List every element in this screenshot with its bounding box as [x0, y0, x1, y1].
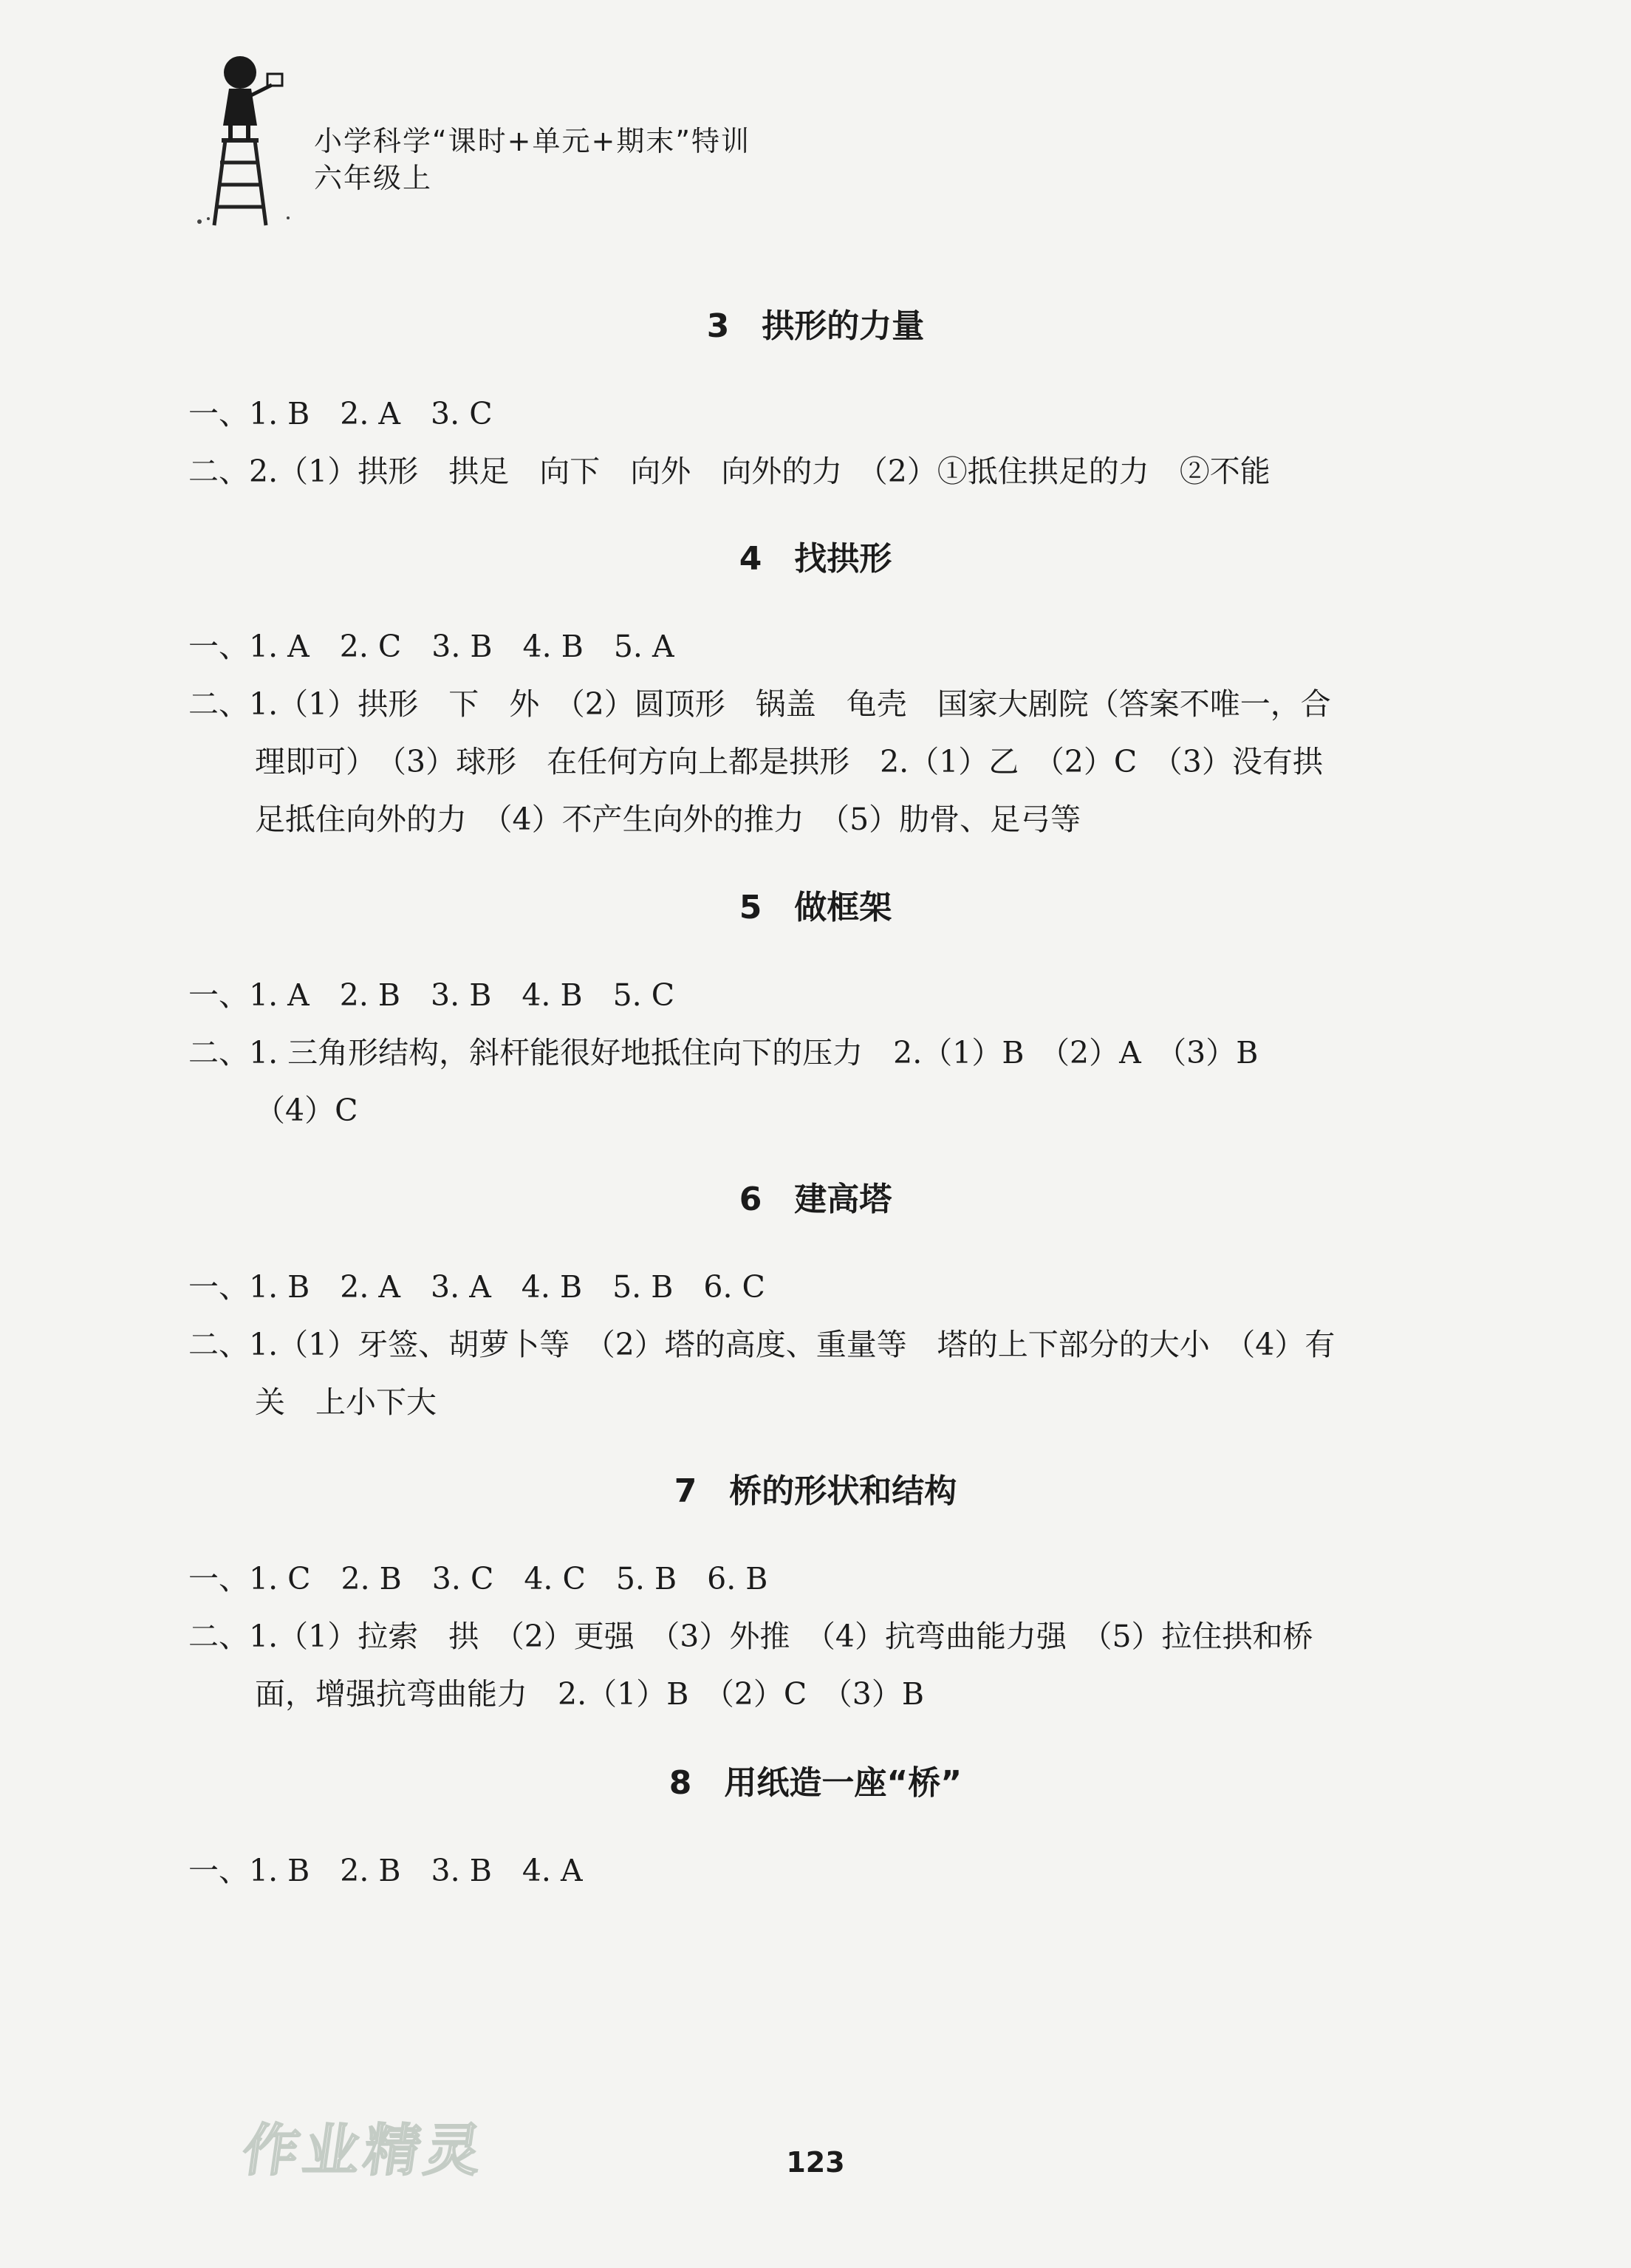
section-title-6: 6 建高塔	[739, 1181, 892, 1218]
page-number: 123	[786, 2146, 845, 2179]
watermark: 作业精灵	[238, 2117, 490, 2183]
answer-line: 二、2.（1）拱形 拱足 向下 向外 向外的力 （2）①抵住拱足的力 ②不能	[188, 454, 1271, 489]
answer-line: 关 上小下大	[255, 1384, 437, 1420]
girl-on-ladder-logo	[185, 44, 318, 229]
answer-line: 一、1. B 2. B 3. B 4. A	[188, 1853, 583, 1888]
answer-line: 一、1. C 2. B 3. C 4. C 5. B 6. B	[188, 1561, 768, 1596]
answer-line: 理即可） （3）球形 在任何方向上都是拱形 2.（1）乙 （2）C （3）没有拱	[255, 744, 1323, 779]
answer-line: 一、1. A 2. C 3. B 4. B 5. A	[188, 629, 674, 664]
answer-line: 一、1. B 2. A 3. C	[188, 396, 493, 431]
section-title-7: 7 桥的形状和结构	[674, 1472, 957, 1510]
answer-line: （4）C	[255, 1093, 358, 1128]
answer-line: 一、1. B 2. A 3. A 4. B 5. B 6. C	[188, 1269, 765, 1305]
answer-line: 足抵住向外的力 （4）不产生向外的推力 （5）肋骨、足弓等	[255, 802, 1081, 837]
answer-line: 二、1.（1）拉索 拱 （2）更强 （3）外推 （4）抗弯曲能力强 （5）拉住拱和桥	[188, 1619, 1313, 1654]
section-title-3: 3 拱形的力量	[706, 307, 925, 345]
answer-line: 一、1. A 2. B 3. B 4. B 5. C	[188, 977, 675, 1013]
answer-line: 面，增强抗弯曲能力 2.（1）B （2）C （3）B	[255, 1676, 925, 1712]
page-header	[185, 44, 849, 236]
answer-line: 二、1.（1）牙签、胡萝卜等 （2）塔的高度、重量等 塔的上下部分的大小 （4）有	[188, 1327, 1336, 1362]
answer-line: 二、1. 三角形结构，斜杆能很好地抵住向下的压力 2.（1）B （2）A （3）B	[188, 1035, 1259, 1070]
book-title: 小学科学“课时+单元+期末”特训	[314, 125, 751, 157]
answer-line: 二、1.（1）拱形 下 外 （2）圆顶形 锅盖 龟壳 国家大剧院（答案不唯一，合	[188, 686, 1331, 722]
grade-label: 六年级上	[314, 162, 433, 194]
section-title-8: 8 用纸造一座“桥”	[669, 1764, 962, 1802]
section-title-4: 4 找拱形	[739, 540, 892, 578]
section-title-5: 5 做框架	[739, 889, 892, 926]
